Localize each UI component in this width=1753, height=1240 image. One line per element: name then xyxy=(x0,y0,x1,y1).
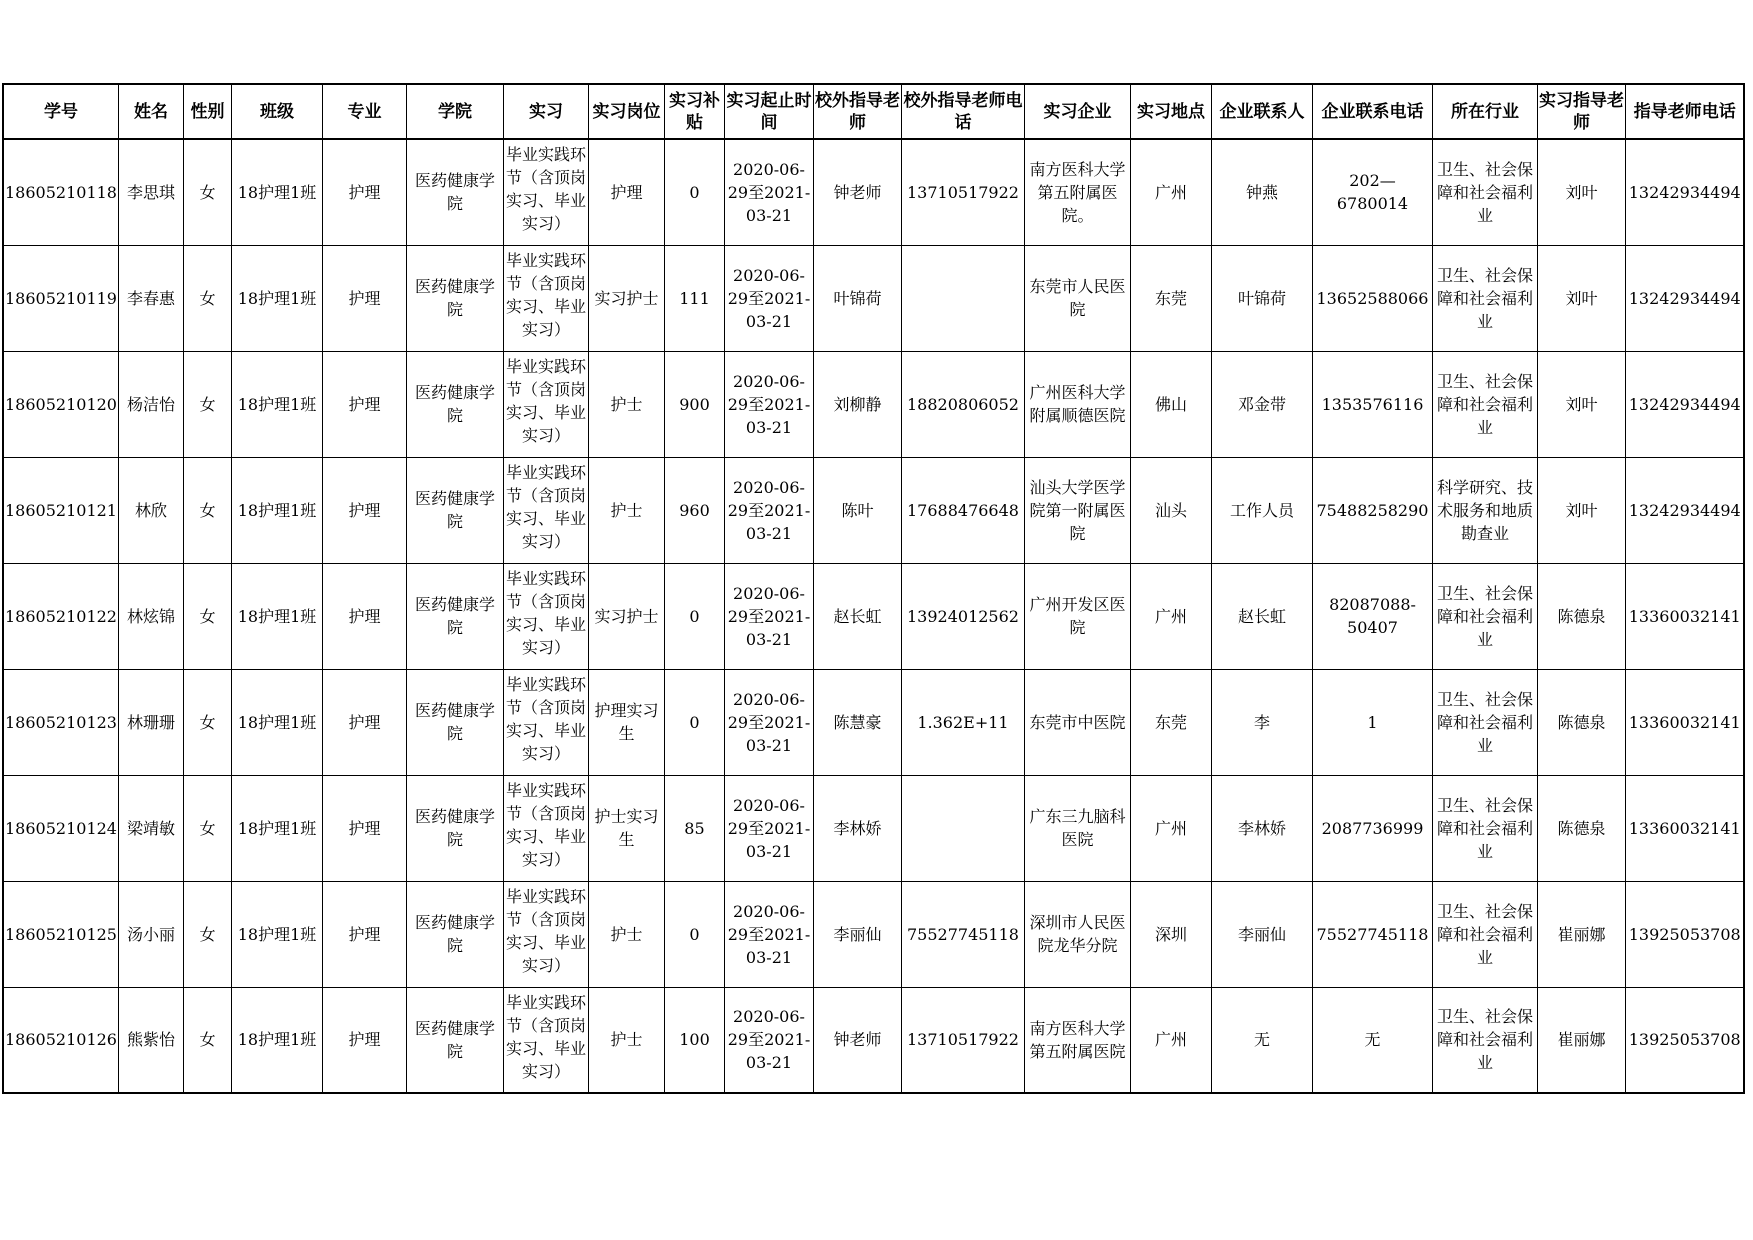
cell-mentor-phone: 13360032141 xyxy=(1625,669,1744,775)
cell-internship-type xyxy=(503,775,588,881)
cell-industry: 卫生、社会保障和社会福利业 xyxy=(1432,139,1537,245)
cell-subsidy: 100 xyxy=(664,987,724,1093)
cell-location: 广州 xyxy=(1130,139,1211,245)
cell-company: 深圳市人民医院龙华分院 xyxy=(1024,881,1130,987)
cell-internship-type xyxy=(503,245,588,351)
cell-college: 医药健康学院 xyxy=(406,139,503,245)
cell-ext-mentor: 刘柳静 xyxy=(813,351,901,457)
cell-industry: 科学研究、技术服务和地质勘查业 xyxy=(1432,457,1537,563)
cell-position: 护士 xyxy=(588,457,664,563)
header-industry: 所在行业 xyxy=(1432,84,1537,139)
cell-ext-mentor-phone: 18820806052 xyxy=(901,351,1024,457)
cell-company: 东莞市中医院 xyxy=(1024,669,1130,775)
cell-location: 广州 xyxy=(1130,775,1211,881)
cell-mentor-phone: 13925053708 xyxy=(1625,881,1744,987)
cell-name: 林珊珊 xyxy=(118,669,183,775)
cell-ext-mentor-phone: 13924012562 xyxy=(901,563,1024,669)
cell-industry: 卫生、社会保障和社会福利业 xyxy=(1432,245,1537,351)
cell-int-mentor: 刘叶 xyxy=(1537,139,1625,245)
cell-internship-type xyxy=(503,457,588,563)
cell-period: 2020-06-29至2021-03-21 xyxy=(724,881,813,987)
cell-industry: 卫生、社会保障和社会福利业 xyxy=(1432,987,1537,1093)
cell-period: 2020-06-29至2021-03-21 xyxy=(724,139,813,245)
cell-class: 18护理1班 xyxy=(231,351,322,457)
cell-subsidy: 0 xyxy=(664,563,724,669)
cell-text: 毕业实践环节（含顶岗实习、毕业实习） xyxy=(505,463,586,551)
cell-ext-mentor-phone: 13710517922 xyxy=(901,139,1024,245)
table-header-row xyxy=(3,84,1744,139)
cell-major: 护理 xyxy=(322,987,406,1093)
cell-mentor-phone: 13242934494 xyxy=(1625,245,1744,351)
cell-period: 2020-06-29至2021-03-21 xyxy=(724,669,813,775)
table-row xyxy=(3,457,1744,563)
cell-major: 护理 xyxy=(322,563,406,669)
cell-mentor-phone: 13360032141 xyxy=(1625,775,1744,881)
cell-subsidy: 111 xyxy=(664,245,724,351)
cell-text: 毕业实践环节（含顶岗实习、毕业实习） xyxy=(505,887,586,975)
header-ext-mentor: 校外指导老师 xyxy=(813,84,901,139)
cell-int-mentor: 陈德泉 xyxy=(1537,669,1625,775)
cell-company: 广东三九脑科医院 xyxy=(1024,775,1130,881)
cell-name: 李思琪 xyxy=(118,139,183,245)
cell-gender: 女 xyxy=(183,457,231,563)
header-company-contact: 企业联系人 xyxy=(1211,84,1312,139)
cell-student-id: 18605210121 xyxy=(3,457,118,563)
cell-subsidy: 0 xyxy=(664,139,724,245)
cell-int-mentor: 崔丽娜 xyxy=(1537,881,1625,987)
header-college: 学院 xyxy=(406,84,503,139)
cell-gender: 女 xyxy=(183,881,231,987)
cell-major: 护理 xyxy=(322,881,406,987)
cell-period: 2020-06-29至2021-03-21 xyxy=(724,245,813,351)
cell-gender: 女 xyxy=(183,563,231,669)
cell-major: 护理 xyxy=(322,351,406,457)
cell-internship-type xyxy=(503,351,588,457)
header-period: 实习起止时间 xyxy=(724,84,813,139)
cell-ext-mentor: 钟老师 xyxy=(813,987,901,1093)
cell-company-contact: 李 xyxy=(1211,669,1312,775)
cell-internship-type xyxy=(503,881,588,987)
cell-position: 护士 xyxy=(588,351,664,457)
cell-position: 护士 xyxy=(588,881,664,987)
cell-internship-type xyxy=(503,139,588,245)
cell-student-id: 18605210126 xyxy=(3,987,118,1093)
cell-name: 梁靖敏 xyxy=(118,775,183,881)
header-mentor-phone: 指导老师电话 xyxy=(1625,84,1744,139)
cell-position: 实习护士 xyxy=(588,245,664,351)
cell-industry: 卫生、社会保障和社会福利业 xyxy=(1432,881,1537,987)
cell-gender: 女 xyxy=(183,351,231,457)
cell-company-contact: 李林娇 xyxy=(1211,775,1312,881)
cell-period: 2020-06-29至2021-03-21 xyxy=(724,457,813,563)
cell-company-phone: 75488258290 xyxy=(1312,457,1432,563)
cell-position: 实习护士 xyxy=(588,563,664,669)
cell-int-mentor: 刘叶 xyxy=(1537,351,1625,457)
cell-industry: 卫生、社会保障和社会福利业 xyxy=(1432,775,1537,881)
cell-major: 护理 xyxy=(322,457,406,563)
cell-internship-type xyxy=(503,987,588,1093)
cell-name: 杨洁怡 xyxy=(118,351,183,457)
cell-subsidy: 0 xyxy=(664,669,724,775)
cell-name: 李春惠 xyxy=(118,245,183,351)
cell-company-contact: 赵长虹 xyxy=(1211,563,1312,669)
cell-student-id: 18605210124 xyxy=(3,775,118,881)
table-row xyxy=(3,245,1744,351)
cell-text: 毕业实践环节（含顶岗实习、毕业实习） xyxy=(505,781,586,869)
cell-college: 医药健康学院 xyxy=(406,669,503,775)
cell-int-mentor: 崔丽娜 xyxy=(1537,987,1625,1093)
cell-student-id: 18605210122 xyxy=(3,563,118,669)
table-row xyxy=(3,351,1744,457)
cell-subsidy: 900 xyxy=(664,351,724,457)
table-row xyxy=(3,669,1744,775)
cell-mentor-phone: 13360032141 xyxy=(1625,563,1744,669)
cell-company-contact: 工作人员 xyxy=(1211,457,1312,563)
cell-class: 18护理1班 xyxy=(231,987,322,1093)
cell-company-phone: 13652588066 xyxy=(1312,245,1432,351)
cell-subsidy: 0 xyxy=(664,881,724,987)
header-major: 专业 xyxy=(322,84,406,139)
cell-gender: 女 xyxy=(183,987,231,1093)
cell-ext-mentor: 李林娇 xyxy=(813,775,901,881)
header-int-mentor: 实习指导老师 xyxy=(1537,84,1625,139)
internship-table xyxy=(2,83,1745,1094)
cell-ext-mentor-phone xyxy=(901,775,1024,881)
cell-gender: 女 xyxy=(183,139,231,245)
cell-class: 18护理1班 xyxy=(231,563,322,669)
cell-name: 熊紫怡 xyxy=(118,987,183,1093)
cell-company-contact: 李丽仙 xyxy=(1211,881,1312,987)
cell-company-contact: 钟燕 xyxy=(1211,139,1312,245)
cell-major: 护理 xyxy=(322,669,406,775)
cell-student-id: 18605210118 xyxy=(3,139,118,245)
cell-int-mentor: 刘叶 xyxy=(1537,245,1625,351)
cell-company-phone: 202—6780014 xyxy=(1312,139,1432,245)
cell-college: 医药健康学院 xyxy=(406,245,503,351)
cell-period: 2020-06-29至2021-03-21 xyxy=(724,987,813,1093)
cell-int-mentor: 陈德泉 xyxy=(1537,563,1625,669)
cell-int-mentor: 陈德泉 xyxy=(1537,775,1625,881)
cell-company-contact: 叶锦荷 xyxy=(1211,245,1312,351)
cell-ext-mentor: 李丽仙 xyxy=(813,881,901,987)
cell-ext-mentor: 赵长虹 xyxy=(813,563,901,669)
cell-company: 南方医科大学第五附属医院。 xyxy=(1024,139,1130,245)
cell-int-mentor: 刘叶 xyxy=(1537,457,1625,563)
table-row xyxy=(3,563,1744,669)
header-location: 实习地点 xyxy=(1130,84,1211,139)
cell-ext-mentor: 陈叶 xyxy=(813,457,901,563)
header-name: 姓名 xyxy=(118,84,183,139)
cell-ext-mentor-phone: 75527745118 xyxy=(901,881,1024,987)
cell-student-id: 18605210119 xyxy=(3,245,118,351)
table-row xyxy=(3,139,1744,245)
cell-class: 18护理1班 xyxy=(231,669,322,775)
cell-location: 东莞 xyxy=(1130,669,1211,775)
cell-company-phone: 1 xyxy=(1312,669,1432,775)
cell-period: 2020-06-29至2021-03-21 xyxy=(724,351,813,457)
cell-class: 18护理1班 xyxy=(231,139,322,245)
cell-major: 护理 xyxy=(322,775,406,881)
cell-text: 毕业实践环节（含顶岗实习、毕业实习） xyxy=(505,357,586,445)
cell-class: 18护理1班 xyxy=(231,457,322,563)
cell-major: 护理 xyxy=(322,245,406,351)
cell-company-phone: 无 xyxy=(1312,987,1432,1093)
cell-student-id: 18605210123 xyxy=(3,669,118,775)
header-class: 班级 xyxy=(231,84,322,139)
cell-company: 南方医科大学第五附属医院 xyxy=(1024,987,1130,1093)
cell-college: 医药健康学院 xyxy=(406,881,503,987)
cell-period: 2020-06-29至2021-03-21 xyxy=(724,775,813,881)
cell-company-phone: 82087088-50407 xyxy=(1312,563,1432,669)
cell-position: 护士实习生 xyxy=(588,775,664,881)
cell-college: 医药健康学院 xyxy=(406,563,503,669)
cell-location: 深圳 xyxy=(1130,881,1211,987)
cell-period: 2020-06-29至2021-03-21 xyxy=(724,563,813,669)
cell-ext-mentor: 钟老师 xyxy=(813,139,901,245)
cell-industry: 卫生、社会保障和社会福利业 xyxy=(1432,669,1537,775)
cell-location: 广州 xyxy=(1130,563,1211,669)
cell-location: 汕头 xyxy=(1130,457,1211,563)
cell-company-contact: 无 xyxy=(1211,987,1312,1093)
header-position: 实习岗位 xyxy=(588,84,664,139)
cell-industry: 卫生、社会保障和社会福利业 xyxy=(1432,351,1537,457)
cell-location: 佛山 xyxy=(1130,351,1211,457)
cell-college: 医药健康学院 xyxy=(406,457,503,563)
header-student-id: 学号 xyxy=(3,84,118,139)
cell-company: 汕头大学医学院第一附属医院 xyxy=(1024,457,1130,563)
cell-text: 毕业实践环节（含顶岗实习、毕业实习） xyxy=(505,675,586,763)
cell-company-phone: 2087736999 xyxy=(1312,775,1432,881)
cell-class: 18护理1班 xyxy=(231,775,322,881)
cell-college: 医药健康学院 xyxy=(406,351,503,457)
cell-position: 护士 xyxy=(588,987,664,1093)
cell-college: 医药健康学院 xyxy=(406,987,503,1093)
cell-gender: 女 xyxy=(183,245,231,351)
cell-ext-mentor: 陈慧豪 xyxy=(813,669,901,775)
cell-mentor-phone: 13925053708 xyxy=(1625,987,1744,1093)
cell-internship-type xyxy=(503,669,588,775)
cell-mentor-phone: 13242934494 xyxy=(1625,139,1744,245)
cell-company: 广州开发区医院 xyxy=(1024,563,1130,669)
header-internship-type: 实习 xyxy=(503,84,588,139)
cell-college: 医药健康学院 xyxy=(406,775,503,881)
cell-ext-mentor-phone: 13710517922 xyxy=(901,987,1024,1093)
cell-student-id: 18605210125 xyxy=(3,881,118,987)
cell-text: 毕业实践环节（含顶岗实习、毕业实习） xyxy=(505,251,586,339)
cell-student-id: 18605210120 xyxy=(3,351,118,457)
cell-major: 护理 xyxy=(322,139,406,245)
cell-ext-mentor-phone: 17688476648 xyxy=(901,457,1024,563)
cell-location: 东莞 xyxy=(1130,245,1211,351)
cell-class: 18护理1班 xyxy=(231,881,322,987)
cell-position: 护理实习生 xyxy=(588,669,664,775)
cell-company: 东莞市人民医院 xyxy=(1024,245,1130,351)
cell-text: 毕业实践环节（含顶岗实习、毕业实习） xyxy=(505,992,586,1081)
header-subsidy: 实习补贴 xyxy=(664,84,724,139)
cell-ext-mentor-phone: 1.362E+11 xyxy=(901,669,1024,775)
cell-gender: 女 xyxy=(183,669,231,775)
cell-text: 毕业实践环节（含顶岗实习、毕业实习） xyxy=(505,569,586,657)
cell-name: 林炫锦 xyxy=(118,563,183,669)
cell-gender: 女 xyxy=(183,775,231,881)
cell-company-contact: 邓金带 xyxy=(1211,351,1312,457)
table-row xyxy=(3,775,1744,881)
cell-ext-mentor: 叶锦荷 xyxy=(813,245,901,351)
cell-class: 18护理1班 xyxy=(231,245,322,351)
cell-company-phone: 75527745118 xyxy=(1312,881,1432,987)
cell-location: 广州 xyxy=(1130,987,1211,1093)
cell-name: 林欣 xyxy=(118,457,183,563)
header-ext-mentor-phone: 校外指导老师电话 xyxy=(901,84,1024,139)
header-company: 实习企业 xyxy=(1024,84,1130,139)
cell-position: 护理 xyxy=(588,139,664,245)
table-row xyxy=(3,987,1744,1093)
cell-subsidy: 85 xyxy=(664,775,724,881)
cell-mentor-phone: 13242934494 xyxy=(1625,457,1744,563)
table-row xyxy=(3,881,1744,987)
cell-mentor-phone: 13242934494 xyxy=(1625,351,1744,457)
cell-ext-mentor-phone xyxy=(901,245,1024,351)
cell-industry: 卫生、社会保障和社会福利业 xyxy=(1432,563,1537,669)
cell-subsidy: 960 xyxy=(664,457,724,563)
header-company-phone: 企业联系电话 xyxy=(1312,84,1432,139)
header-gender: 性别 xyxy=(183,84,231,139)
cell-text: 毕业实践环节（含顶岗实习、毕业实习） xyxy=(505,145,586,234)
cell-company: 广州医科大学附属顺德医院 xyxy=(1024,351,1130,457)
cell-company-phone: 1353576116 xyxy=(1312,351,1432,457)
cell-internship-type xyxy=(503,563,588,669)
cell-name: 汤小丽 xyxy=(118,881,183,987)
